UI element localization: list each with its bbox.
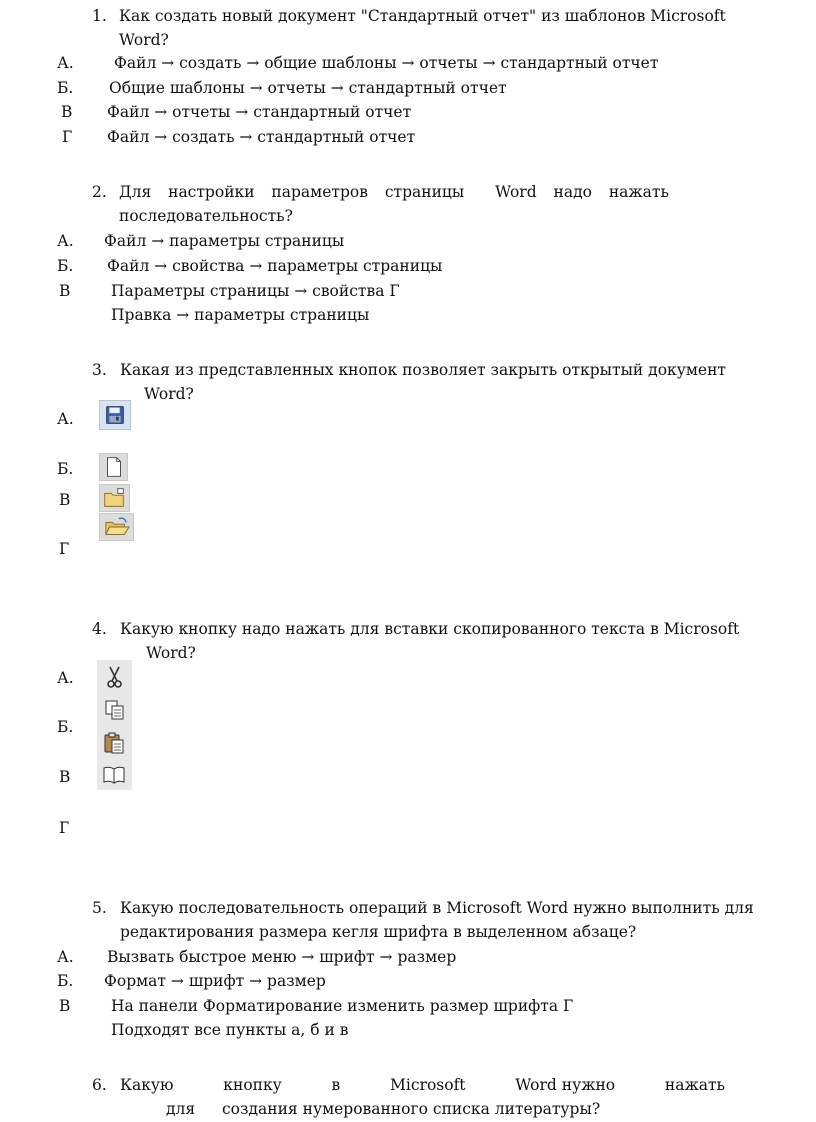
save-icon [99,400,131,430]
q3-letter-b: Б. [57,460,74,478]
paste-icon [100,729,129,757]
q2-word: нажать [608,183,669,201]
q6-word: нажать [664,1076,725,1094]
question-6-text [120,1075,725,1095]
q5-option-c-letter: В [59,997,71,1015]
question-5-number: 5. [92,899,107,917]
question-6-text-cont: создания нумерованного списка литературы? [222,1100,601,1118]
q6-word: Какую [120,1076,174,1094]
q1-option-b: Общие шаблоны → отчеты → стандартный отчет [109,79,507,97]
q3-letter-d: Г [59,540,70,558]
q2-word: страницы [384,183,465,201]
question-4-number: 4. [92,620,107,638]
q2-option-c: Параметры страницы → свойства Г [111,282,400,300]
cut-icon [100,663,129,691]
q6-word: кнопку [223,1076,282,1094]
q4-letter-a: А. [57,669,74,687]
q1-option-a: Файл → создать → общие шаблоны → отчеты → стандартный отчет [114,54,659,72]
question-2-text [119,182,669,202]
q1-option-b-letter: Б. [57,79,74,97]
question-2-text-cont: последовательность? [119,207,293,225]
q6-word: для [166,1100,196,1118]
q1-option-d-letter: Г [62,128,73,146]
question-1-text: Как создать новый документ "Стандартный отчет" из шаблонов Microsoft [119,7,726,25]
q2-word: надо [553,183,592,201]
book-icon [100,761,129,789]
question-6-number: 6. [92,1076,107,1094]
question-3-text-cont: Word? [144,385,194,403]
question-4-text: Какую кнопку надо нажать для вставки скопированного текста в Microsoft [120,620,740,638]
q4-letter-b: Б. [57,718,74,736]
q1-option-c-letter: В [61,103,73,121]
q5-option-a-letter: А. [57,948,74,966]
q2-option-b: Файл → свойства → параметры страницы [107,257,443,275]
question-3-number: 3. [92,361,107,379]
open-folder-icon [99,513,134,541]
q5-option-a: Вызвать быстрое меню → шрифт → размер [107,948,457,966]
q1-option-a-letter: А. [57,54,74,72]
new-document-icon [99,453,128,481]
question-1-number: 1. [92,7,107,25]
question-5-text: Какую последовательность операций в Microsoft Word нужно выполнить для [120,899,754,917]
folder-icon [99,484,130,512]
q2-option-a-letter: А. [57,232,74,250]
question-4-text-cont: Word? [146,644,196,662]
q6-word: Microsoft [390,1076,466,1094]
q2-option-a: Файл → параметры страницы [104,232,345,250]
question-5-text-cont: редактирования размера кегля шрифта в выделенном абзаце? [120,923,637,941]
question-3-text: Какая из представленных кнопок позволяет закрыть открытый документ [120,361,726,379]
question-2-number: 2. [92,183,107,201]
copy-icon [100,696,129,724]
q2-option-d: Правка → параметры страницы [111,306,370,324]
q5-option-c: На панели Форматирование изменить размер шрифта Г [111,997,574,1015]
q2-word: Для [119,183,152,201]
q3-letter-a: А. [57,410,74,428]
q1-option-d: Файл → создать → стандартный отчет [107,128,416,146]
q2-option-c-letter: В [59,282,71,300]
question-1-text-cont: Word? [119,31,169,49]
q6-word: в [331,1076,341,1094]
q5-option-d: Подходят все пункты а, б и в [111,1021,349,1039]
q4-letter-c: В [59,768,71,786]
q2-word: настройки [168,183,255,201]
q2-word: Word [495,183,537,201]
q2-option-b-letter: Б. [57,257,74,275]
q4-letter-d: Г [59,819,70,837]
q3-letter-c: В [59,491,71,509]
q2-word: параметров [271,183,368,201]
q5-option-b-letter: Б. [57,972,74,990]
q6-word: Word нужно [515,1076,616,1094]
q1-option-c: Файл → отчеты → стандартный отчет [107,103,412,121]
q5-option-b: Формат → шрифт → размер [104,972,326,990]
